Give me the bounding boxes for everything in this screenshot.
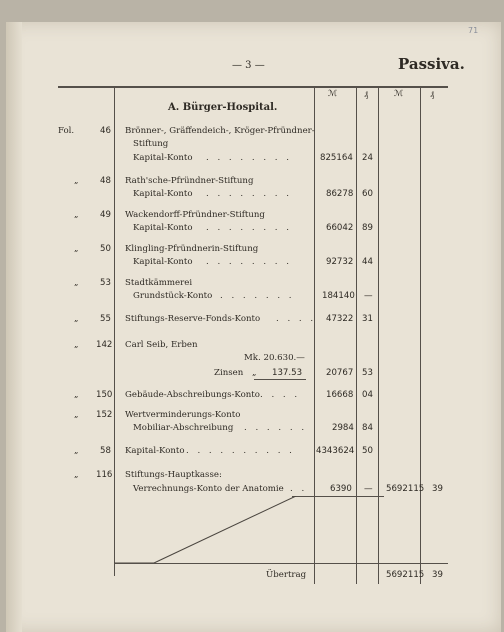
col-line-pf1-right <box>378 88 379 584</box>
fol-number: 53 <box>100 278 111 288</box>
account-line: Kapital-Konto <box>133 257 193 267</box>
leader-dots: . . . . . . . . <box>206 189 292 199</box>
total-mark: 5692115 <box>386 484 425 494</box>
footer-mark: 5692115 <box>386 570 425 580</box>
comma-mark: „ <box>252 368 257 378</box>
header-rule <box>58 86 448 88</box>
col-line-mark1-right <box>356 88 357 584</box>
amount-mark: 47322 <box>326 314 354 324</box>
col-line-mark2-right <box>420 88 421 584</box>
amount-pf: 04 <box>362 390 373 400</box>
amount-mark: 20767 <box>326 368 354 378</box>
ditto-mark: „ <box>74 446 79 456</box>
leader-dots: . . . . . . <box>244 423 308 433</box>
fol-number: 55 <box>100 314 111 324</box>
amount-pf: 24 <box>362 153 373 163</box>
fol-number: 50 <box>100 244 111 254</box>
subtotal-underline <box>254 379 306 380</box>
ditto-mark: „ <box>74 210 79 220</box>
account-line: Mobiliar-Abschreibung <box>133 423 234 433</box>
amount-pf: 53 <box>362 368 373 378</box>
amount-mark: 6390 <box>330 484 352 494</box>
amount-pf: 50 <box>362 446 373 456</box>
amount-mark: 86278 <box>326 189 354 199</box>
heading-passiva: Passiva. <box>398 55 465 73</box>
header-mark-1: ℳ <box>328 89 338 99</box>
amount-pf: 84 <box>362 423 373 433</box>
fol-number: 48 <box>100 176 111 186</box>
leader-dots: . . . . . . . . <box>206 223 292 233</box>
fol-number: 152 <box>96 410 113 420</box>
account-line: Kapital-Konto <box>125 446 185 456</box>
account-line: Klingling-Pfründnerin-Stiftung <box>125 244 259 254</box>
account-line: Gebäude-Abschreibungs-Konto <box>125 390 260 400</box>
fol-number: 49 <box>100 210 111 220</box>
amount-pf: — <box>364 291 373 301</box>
leader-dots: . . . . . . . . . . <box>186 446 295 456</box>
account-line: Stadtkämmerei <box>125 278 193 288</box>
account-line: Stiftungs-Reserve-Fonds-Konto <box>125 314 261 324</box>
amount-mark: 16668 <box>326 390 354 400</box>
account-line: Brönner-, Gräffendeich-, Kröger-Pfründner- <box>125 126 315 136</box>
amount-pf: 60 <box>362 189 373 199</box>
fol-number: 58 <box>100 446 111 456</box>
account-line: Verrechnungs-Konto der Anatomie <box>133 484 284 494</box>
account-line: Grundstück-Konto <box>133 291 213 301</box>
account-line: 137.53 <box>272 368 303 378</box>
corner-pencil-note: 71 <box>468 26 479 35</box>
fol-number: 116 <box>96 470 113 480</box>
account-line: Wertverminderungs-Konto <box>125 410 241 420</box>
account-line: Wackendorff-Pfründner-Stiftung <box>125 210 265 220</box>
header-pf-1: ₰ <box>364 90 369 100</box>
amount-pf: 44 <box>362 257 373 267</box>
ditto-mark: „ <box>74 314 79 324</box>
account-line: Carl Seib, Erben <box>125 340 198 350</box>
account-line: Mk. 20.630.— <box>244 353 305 363</box>
footer-rule <box>114 563 448 564</box>
account-line: Stiftung <box>133 139 169 149</box>
leader-dots: . . . . <box>276 314 317 324</box>
header-mark-2: ℳ <box>394 89 404 99</box>
ditto-mark: „ <box>74 470 79 480</box>
ditto-mark: „ <box>74 390 79 400</box>
ditto-mark: „ <box>74 340 79 350</box>
total-pf: 39 <box>432 484 443 494</box>
page-number: — 3 — <box>232 60 265 71</box>
leader-dots: . . <box>290 484 308 494</box>
amount-mark: 825164 <box>320 153 353 163</box>
cancel-diagonal <box>114 496 314 568</box>
amount-mark: 184140 <box>322 291 355 301</box>
fol-number: 150 <box>96 390 113 400</box>
account-line: Rath'sche-Pfründner-Stiftung <box>125 176 254 186</box>
amount-pf: — <box>364 484 373 494</box>
header-pf-2: ₰ <box>430 90 435 100</box>
account-line: Kapital-Konto <box>133 223 193 233</box>
ledger-page <box>6 22 501 632</box>
account-line: Kapital-Konto <box>133 189 193 199</box>
leader-dots: . . . . . . . . <box>206 257 292 267</box>
account-line: Zinsen <box>214 368 244 378</box>
fol-number: 142 <box>96 340 113 350</box>
amount-mark: 2984 <box>332 423 354 433</box>
footer-pf: 39 <box>432 570 443 580</box>
fol-number: 46 <box>100 126 111 136</box>
account-line: Stiftungs-Hauptkasse: <box>125 470 222 480</box>
leader-dots: . . . . <box>260 390 301 400</box>
section-title: A. Bürger-Hospital. <box>168 102 278 113</box>
amount-mark: 92732 <box>326 257 354 267</box>
amount-pf: 31 <box>362 314 373 324</box>
amount-mark: 4343624 <box>316 446 355 456</box>
leader-dots: . . . . . . . . <box>206 153 292 163</box>
page-fold-shadow <box>6 22 22 632</box>
ditto-mark: „ <box>74 410 79 420</box>
col-line-mark1-left <box>314 88 315 584</box>
ditto-mark: „ <box>74 244 79 254</box>
ditto-mark: „ <box>74 176 79 186</box>
account-line: Kapital-Konto <box>133 153 193 163</box>
fol-label: Fol. <box>58 126 75 136</box>
amount-pf: 89 <box>362 223 373 233</box>
ditto-mark: „ <box>74 278 79 288</box>
amount-mark: 66042 <box>326 223 354 233</box>
leader-dots: . . . . . . . <box>220 291 295 301</box>
footer-label: Übertrag <box>266 570 307 580</box>
